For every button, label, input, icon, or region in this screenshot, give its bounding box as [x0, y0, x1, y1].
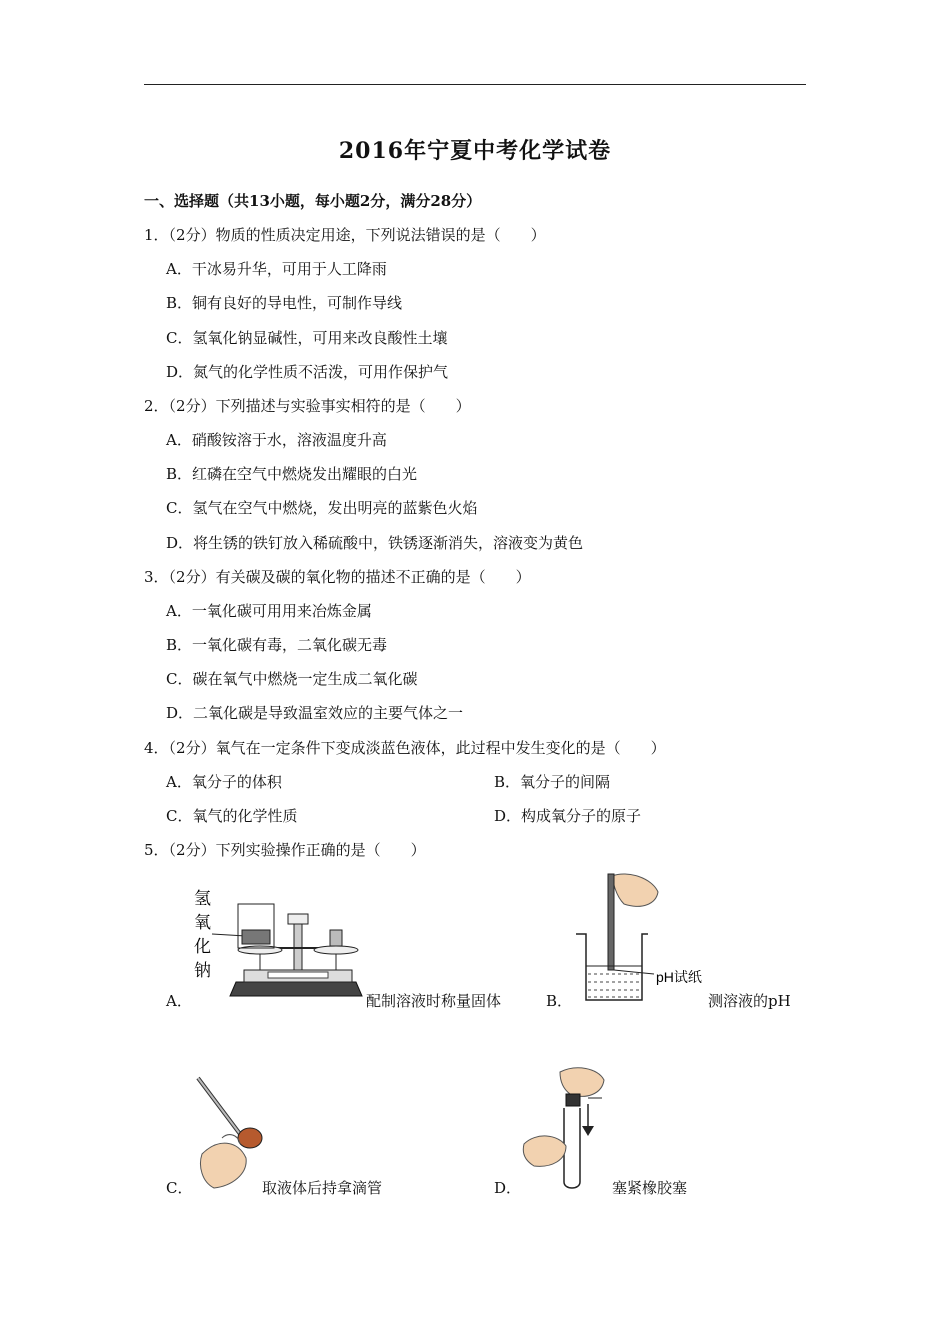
- question-2-option-b: B．红磷在空气中燃烧发出耀眼的白光: [166, 465, 418, 483]
- question-5-option-a-caption: 配制溶液时称量固体: [366, 992, 502, 1010]
- figure-a-label-char-2: 氧: [194, 913, 211, 932]
- dropper-figure: [192, 1074, 272, 1194]
- question-4-option-a: A．氧分子的体积: [166, 773, 282, 791]
- question-2-option-a: A．硝酸铵溶于水，溶液温度升高: [166, 431, 387, 449]
- section-heading: 一、选择题（共13小题，每小题2分，满分28分）: [144, 192, 482, 210]
- question-1-option-a: A．干冰易升华，可用于人工降雨: [166, 260, 387, 278]
- question-4-option-d: D．构成氧分子的原子: [494, 807, 642, 825]
- balance-figure: [190, 886, 366, 1008]
- question-5-stem: 5．（2分）下列实验操作正确的是（ ）: [144, 841, 426, 859]
- question-1-stem: 1．（2分）物质的性质决定用途，下列说法错误的是（ ）: [144, 226, 546, 244]
- question-3-option-c: C．碳在氧气中燃烧一定生成二氧化碳: [166, 670, 418, 688]
- question-4-option-b: B．氧分子的间隔: [494, 773, 611, 791]
- question-5-option-d-letter: D．: [494, 1179, 522, 1197]
- question-3-stem: 3．（2分）有关碳及碳的氧化物的描述不正确的是（ ）: [144, 568, 531, 586]
- question-5-option-c-caption: 取液体后持拿滴管: [262, 1179, 383, 1197]
- question-5-option-b-caption: 测溶液的pH: [708, 992, 791, 1010]
- question-1-option-b: B．铜有良好的导电性，可制作导线: [166, 294, 403, 312]
- ph-test-figure: [572, 870, 712, 1010]
- figure-a-label-char-4: 钠: [194, 961, 211, 980]
- question-3-option-a: A．一氧化碳可用用来冶炼金属: [166, 602, 372, 620]
- question-5-option-d-caption: 塞紧橡胶塞: [612, 1179, 688, 1197]
- header-rule: [144, 84, 806, 85]
- question-5-option-b-letter: B．: [546, 992, 573, 1010]
- question-5-option-c-letter: C．: [166, 1179, 193, 1197]
- question-1-option-c: C．氢氧化钠显碱性，可用来改良酸性土壤: [166, 329, 448, 347]
- question-4-option-c: C．氧气的化学性质: [166, 807, 298, 825]
- question-2-option-d: D．将生锈的铁钉放入稀硫酸中，铁锈逐渐消失，溶液变为黄色: [166, 534, 584, 552]
- page-title: 2016年宁夏中考化学试卷: [338, 138, 612, 164]
- figure-b-label: pH试纸: [656, 969, 702, 985]
- question-3-option-d: D．二氧化碳是导致温室效应的主要气体之一: [166, 704, 464, 722]
- figure-a-label-char-1: 氢: [194, 889, 211, 908]
- question-2-option-c: C．氢气在空气中燃烧，发出明亮的蓝紫色火焰: [166, 499, 478, 517]
- question-4-stem: 4．（2分）氧气在一定条件下变成淡蓝色液体，此过程中发生变化的是（ ）: [144, 739, 666, 757]
- question-2-stem: 2．（2分）下列描述与实验事实相符的是（ ）: [144, 397, 471, 415]
- stopper-figure: [518, 1064, 614, 1194]
- figure-a-label-char-3: 化: [194, 937, 211, 956]
- question-3-option-b: B．一氧化碳有毒，二氧化碳无毒: [166, 636, 388, 654]
- question-1-option-d: D．氮气的化学性质不活泼，可用作保护气: [166, 363, 449, 381]
- question-5-option-a-letter: A．: [166, 992, 192, 1010]
